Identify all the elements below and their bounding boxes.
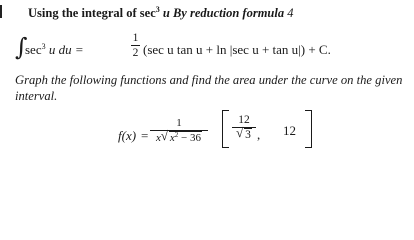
formula-rhs: (sec u tan u + ln |sec u + tan u|) + C.: [143, 42, 331, 57]
integrand-exponent: 3: [41, 42, 46, 51]
interval-lower-bound: [232, 114, 256, 141]
square-root: [160, 128, 202, 144]
function-name: f(x): [118, 128, 137, 143]
integrand-sec: sec: [25, 42, 42, 57]
instructions-text: Graph the following functions and find the area under the curve on the given interval.: [15, 73, 403, 103]
fraction-bar: [131, 45, 140, 46]
function-fraction: [150, 117, 208, 144]
interval-right-bracket: [305, 110, 312, 148]
lower-bound-numerator: 12: [238, 114, 250, 126]
lower-bound-sqrt: √ 3: [236, 125, 251, 141]
problem-title: [28, 6, 293, 21]
den-prefix: x: [156, 132, 161, 144]
radical-sign: √: [160, 128, 169, 143]
interval-comma: ,: [257, 127, 261, 142]
coefficient-fraction: [131, 32, 140, 59]
title-middle: By reduction formula: [172, 6, 285, 20]
lower-bound-denominator: [236, 125, 252, 141]
radicand: $x^2 - 36$: [169, 131, 201, 144]
integral-sign: ∫: [15, 33, 28, 61]
coefficient-numerator: 1: [132, 32, 139, 44]
title-exponent: 3: [155, 5, 160, 14]
integrand: [25, 42, 84, 57]
title-variable: u: [162, 6, 170, 20]
function-numerator: 1: [176, 117, 182, 129]
interval-upper-bound: 12: [283, 123, 296, 138]
left-edge-marker: [0, 5, 2, 18]
integrand-rest: u du =: [48, 42, 84, 57]
coefficient-denominator: 2: [132, 47, 139, 59]
formula-number: 4: [287, 6, 294, 20]
title-prefix: Using the integral of sec: [28, 6, 156, 20]
function-equals: =: [141, 128, 149, 143]
function-denominator: [156, 128, 202, 144]
interval-left-bracket: [222, 110, 229, 148]
